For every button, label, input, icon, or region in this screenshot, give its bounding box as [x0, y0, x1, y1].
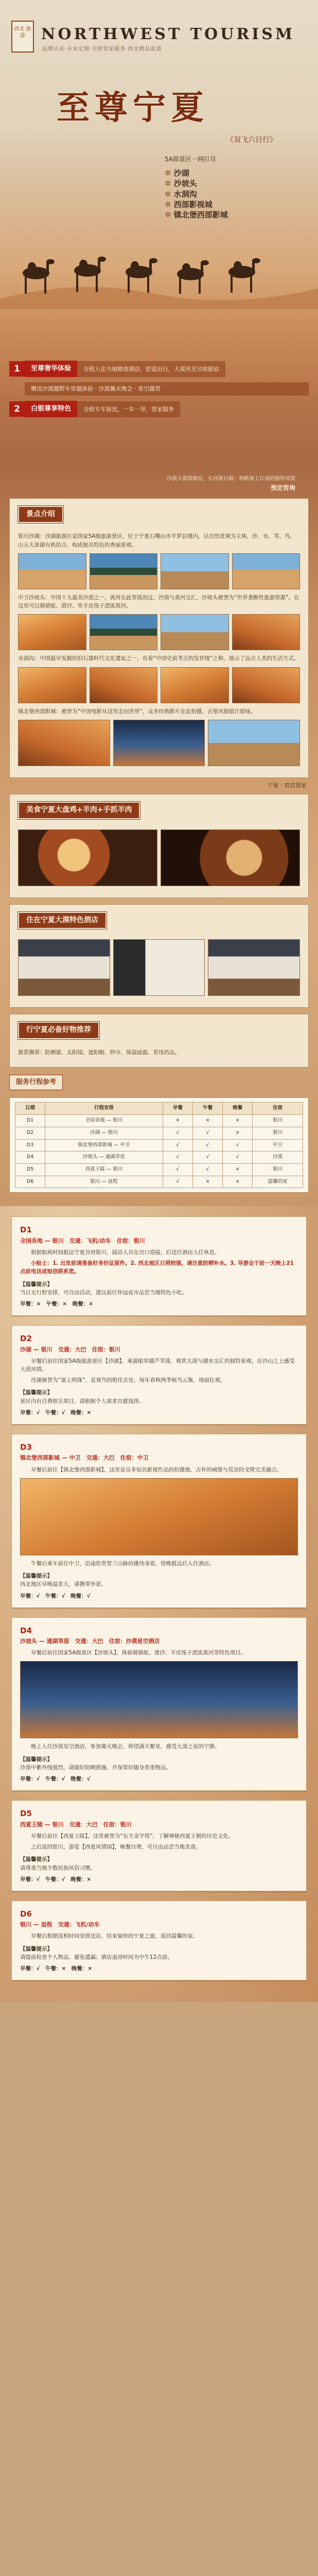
table-cell: 银川	[253, 1127, 303, 1139]
itinerary-table	[9, 1097, 309, 1193]
day-number: D6	[20, 1909, 32, 1919]
table-cell: D5	[15, 1163, 45, 1176]
table-cell: 银川 — 返程	[45, 1176, 163, 1188]
scenery-photo	[18, 553, 86, 589]
day-route: 镇北堡西部影城 — 中卫 交通：大巴 住宿：中卫	[20, 1454, 149, 1462]
table-cell: ×	[223, 1127, 253, 1139]
table-header: 住宿	[253, 1103, 303, 1115]
meal-info: 早餐：√ 午餐：√ 晚餐：×	[20, 1876, 92, 1883]
highlight-item: ✲ 沙坡头	[165, 178, 228, 189]
scenery-photo	[232, 553, 301, 589]
table-row	[15, 1163, 303, 1176]
scenery-photo	[18, 614, 86, 650]
scenery-text: 银川沙湖：沙湖旅游区是国家5A级旅游景区，位于宁夏石嘴山市平罗县境内，以自然景观为主体，沙、水、苇、鸟、山五大景源有机结合，构成独具特色的秀丽景观。	[18, 533, 295, 548]
highlight-item: ✲ 西部影视城	[165, 199, 228, 210]
hero-banner	[0, 0, 318, 464]
table-cell: D4	[15, 1151, 45, 1164]
day-card-d2	[11, 1325, 307, 1425]
table-cell: √	[223, 1151, 253, 1164]
table-cell: 银川	[253, 1115, 303, 1127]
scenery-photo	[90, 614, 158, 650]
table-row	[15, 1176, 303, 1188]
table-cell: 沙漠	[253, 1151, 303, 1164]
table-row	[15, 1115, 303, 1127]
table-cell: √	[163, 1163, 192, 1176]
table-cell: √	[192, 1163, 222, 1176]
hotel-photo	[113, 939, 205, 996]
day-paragraph: 小贴士：1. 出发前请准备好身份证原件。2. 西北地区日照较强，请注意防晒补水。3. 导游会于前一天晚上21点前电话或短信联系您。	[20, 1260, 294, 1275]
table-cell: 镇北堡西部影城 — 中卫	[45, 1139, 163, 1151]
hotel-photo	[18, 939, 110, 996]
table-cell: √	[192, 1151, 222, 1164]
section-heading-scenery: 景点介绍	[18, 506, 63, 523]
tip-text: 沙漠中紫外线强烈，请做好防晒措施，并保管好随身贵重物品。	[20, 1764, 171, 1771]
feature-tag	[9, 361, 318, 377]
day-route: 西夏王陵 — 银川 交通：大巴 住宿：银川	[20, 1821, 132, 1828]
day-paragraph: 之后返回银川，游览【西夏风情园】，晚餐自理，可自由品尝当地美食。	[31, 1844, 201, 1851]
scenery-photo	[90, 553, 158, 589]
table-cell: D3	[15, 1139, 45, 1151]
table-cell: ×	[192, 1176, 222, 1188]
scenery-text: 中卫沙坡头：中国十大最美沙漠之一，黄河在此穿流而过，沙漠与黄河交汇，沙坡头被誉为“世界垄断性旅游资源”。在这里可以骑骆驼、滑沙、坐羊皮筏子漂流黄河。	[18, 594, 299, 609]
table-cell: D6	[15, 1176, 45, 1188]
table-cell: D1	[15, 1115, 45, 1127]
day-number: D1	[20, 1225, 32, 1235]
section-heading-hotel: 住在宁夏大漠特色酒店	[18, 912, 107, 929]
brand-name: NORTHWEST TOURISM	[41, 25, 295, 43]
day-card-d1	[11, 1216, 307, 1316]
table-row	[15, 1139, 303, 1151]
tip-text: 请提前检查个人物品，避免遗漏；酒店退房时间为中午12点前。	[20, 1954, 173, 1960]
table-cell: √	[192, 1139, 222, 1151]
scenery-photo	[208, 720, 300, 766]
meal-info: 早餐：√ 午餐：√ 晚餐：√	[20, 1776, 91, 1783]
table-cell: 温馨的家	[253, 1176, 303, 1188]
tip-heading: 【温馨提示】	[20, 1756, 52, 1762]
day-number: D2	[20, 1334, 32, 1344]
tag-label: 至尊奢华体验	[25, 361, 77, 377]
scenery-photo	[161, 667, 229, 703]
highlight-item: ✲ 镇北堡西部影城	[165, 210, 228, 220]
intro-label: 5A级景区一网打尽	[165, 156, 216, 163]
scenery-photo	[18, 667, 86, 703]
tip-text: 西北地区早晚温差大，请携带外套。	[20, 1581, 107, 1588]
scenery-photo	[18, 720, 110, 766]
tag-description: 全程专车接送，一车一导，管家服务	[77, 401, 180, 417]
hotel-panel	[9, 904, 309, 1008]
photo-row	[18, 614, 300, 650]
table-header: 日期	[15, 1103, 45, 1115]
food-panel	[9, 794, 309, 898]
food-photo	[161, 829, 300, 886]
overview-board	[0, 464, 318, 1206]
tag-number: 1	[9, 361, 25, 377]
day-card-d6	[11, 1901, 307, 1980]
day-number: D4	[20, 1625, 32, 1635]
table-cell: 沙坡头 — 通湖草原	[45, 1151, 163, 1164]
trip-subtitle: 《双飞六日行》	[226, 136, 277, 144]
table-cell: ×	[223, 1176, 253, 1188]
table-header: 晚餐	[223, 1103, 253, 1115]
meal-info: 早餐：√ 午餐：√ 晚餐：×	[20, 1409, 92, 1416]
section-heading-food: 美食宁夏大盘鸡+羊肉+手抓羊肉	[18, 802, 140, 819]
tag-description: 全程入住当地精选酒店，舒适出行，大漠风光尽收眼底	[77, 361, 225, 377]
tip-text: 当日无行程安排，可自由活动，建议前往怀远夜市品尝当地特色小吃。	[20, 1289, 188, 1296]
table-header: 早餐	[163, 1103, 192, 1115]
table-header: 午餐	[192, 1103, 222, 1115]
itinerary-details	[0, 1206, 318, 2002]
day-route: 沙湖 — 银川 交通：大巴 住宿：银川	[20, 1346, 120, 1353]
tip-heading: 【温馨提示】	[20, 1573, 52, 1580]
camel-caravan-illustration	[0, 227, 318, 309]
scenery-text: 镇北堡西部影城：被誉为“中国电影从这里走向世界”，众多经典影片在此拍摄，古堡风貌原汁原味。	[18, 708, 256, 715]
brand-tagline: 品牌认证·专业定制·全程管家服务·西北精品旅游	[42, 46, 162, 52]
section-heading-tips: 行宁夏必备好物推荐	[18, 1022, 99, 1039]
day-paragraph: 早餐后前往【西夏王陵】，这里被誉为“东方金字塔”，了解神秘西夏王朝的历史文化。	[31, 1833, 234, 1839]
table-cell: 西夏王陵 — 银川	[45, 1163, 163, 1176]
signoff: 宁夏 · 贵宾管家	[267, 782, 307, 789]
day-photo	[20, 1661, 298, 1738]
tip-text: 景区内有自费娱乐项目，请根据个人需求自愿选择。	[20, 1398, 145, 1404]
scenery-text: 水洞沟：中国最早发掘的旧石器时代文化遗址之一，有着“中国史前考古的发祥地”之称，展示了远古人类的生活方式。	[18, 655, 299, 662]
day-paragraph: 早餐后前往【镇北堡西部影城】，这里是众多知名影视作品的拍摄地，古朴的城堡与荒凉的戈壁完美融合。	[31, 1466, 282, 1473]
tip-heading: 【温馨提示】	[20, 1856, 52, 1863]
scenery-photo	[113, 720, 205, 766]
scenery-photo	[232, 614, 301, 650]
day-route: 沙坡头 — 通湖草原 交通：大巴 住宿：沙漠星空酒店	[20, 1638, 160, 1645]
table-cell: 银川	[253, 1163, 303, 1176]
day-card-d4	[11, 1617, 307, 1791]
table-cell: √	[163, 1176, 192, 1188]
highlight-item: ✲ 沙湖	[165, 168, 228, 178]
day-number: D5	[20, 1809, 32, 1819]
photo-row	[18, 553, 300, 589]
day-paragraph: 根据航班时间抵达宁夏首府银川，接站人员在出口迎接，后送往酒店入住休息。	[31, 1249, 220, 1256]
tip-heading: 【温馨提示】	[20, 1389, 52, 1396]
day-paragraph: 早餐后前往国家5A级旅游景区【沙湖】，乘游船穿越芦苇荡，观赏大漠与湖水交汇的独特景观，在沙山之上感受大漠风情。	[20, 1358, 295, 1372]
meal-info: 早餐：√ 午餐：√ 晚餐：√	[20, 1592, 91, 1599]
photo-row	[18, 939, 300, 996]
photo-row	[18, 720, 300, 766]
table-cell: D2	[15, 1127, 45, 1139]
table-header: 行程安排	[45, 1103, 163, 1115]
hotel-photo	[208, 939, 300, 996]
page-title: 至尊宁夏	[57, 89, 209, 127]
scenery-photo	[90, 667, 158, 703]
photo-row	[18, 667, 300, 703]
table-cell: √	[223, 1139, 253, 1151]
board-note: 沙漠大漠孤烟直，长河落日圆；领略塞上江南的独特风情	[167, 476, 295, 482]
feature-tags	[0, 361, 318, 422]
table-cell: ×	[192, 1115, 222, 1127]
scenery-photo	[232, 667, 301, 703]
day-route: 银川 — 返程 交通：飞机/动车	[20, 1921, 100, 1928]
tip-text: 请尊重当地少数民族风俗习惯。	[20, 1865, 96, 1871]
table-header-row	[15, 1103, 303, 1115]
brand-logo: 西北 旅游	[11, 21, 34, 53]
scenery-photo	[161, 614, 229, 650]
day-card-d3	[11, 1434, 307, 1608]
tag-extra: 赠送沙漠越野车穿越体验 · 沙漠篝火晚会 · 星空露营	[25, 382, 309, 396]
food-photo	[18, 829, 157, 886]
tips-text: 推荐携带：防晒霜、太阳镜、遮阳帽、纱巾、保湿面霜、常用药品。	[18, 1049, 180, 1056]
photo-row	[18, 829, 300, 886]
table-cell: 中卫	[253, 1139, 303, 1151]
table-cell: ×	[223, 1163, 253, 1176]
table-cell: ×	[223, 1115, 253, 1127]
day-paragraph: 沙湖被誉为“塞上明珠”，是观鸟的绝佳去处，每年春秋两季候鸟云集，场面壮观。	[31, 1377, 226, 1384]
scenery-photo	[161, 553, 229, 589]
tip-heading: 【温馨提示】	[20, 1281, 52, 1287]
table-cell: ×	[163, 1115, 192, 1127]
table-cell: 沙湖 — 银川	[45, 1127, 163, 1139]
highlight-item: ✲ 水洞沟	[165, 189, 228, 199]
table-cell: 全国各地 — 银川	[45, 1115, 163, 1127]
day-number: D3	[20, 1443, 32, 1452]
highlight-list	[165, 168, 228, 220]
table-cell: √	[163, 1139, 192, 1151]
table-cell: √	[163, 1127, 192, 1139]
feature-tag	[9, 401, 318, 417]
section-heading-reference: 服务行程参考	[9, 1075, 63, 1090]
table-row	[15, 1127, 303, 1139]
tip-heading: 【温馨提示】	[20, 1945, 52, 1952]
tips-panel	[9, 1014, 309, 1067]
tag-label: 白银尊享特色	[25, 401, 77, 417]
day-paragraph: 早餐后根据返程时间安排送站，结束愉快的宁夏之旅，返回温馨的家。	[31, 1933, 199, 1940]
day-paragraph: 午餐后乘车前往中卫，沿途欣赏贺兰山脉的雄伟身姿，傍晚抵达后入住酒店。	[31, 1560, 215, 1567]
day-paragraph: 晚上入住沙漠星空酒店，参加篝火晚会，仰望满天繁星，感受大漠之夜的宁静。	[31, 1743, 220, 1750]
board-sign: 预定咨询	[270, 484, 295, 492]
scenery-panel	[9, 498, 309, 778]
tag-number: 2	[9, 401, 25, 417]
day-photo	[20, 1478, 298, 1555]
day-paragraph: 早餐后前往国家5A级景区【沙坡头】，体验骑骆驼、滑沙、羊皮筏子漂流黄河等特色项目。	[31, 1650, 246, 1656]
table-cell: √	[192, 1127, 222, 1139]
day-route: 全国各地 — 银川 交通：飞机/动车 住宿：银川	[20, 1237, 145, 1244]
table-row	[15, 1151, 303, 1164]
meal-info: 早餐：× 午餐：× 晚餐：×	[20, 1301, 93, 1308]
meal-info: 早餐：√ 午餐：× 晚餐：×	[20, 1965, 93, 1972]
table-cell: √	[163, 1151, 192, 1164]
day-card-d5	[11, 1800, 307, 1891]
